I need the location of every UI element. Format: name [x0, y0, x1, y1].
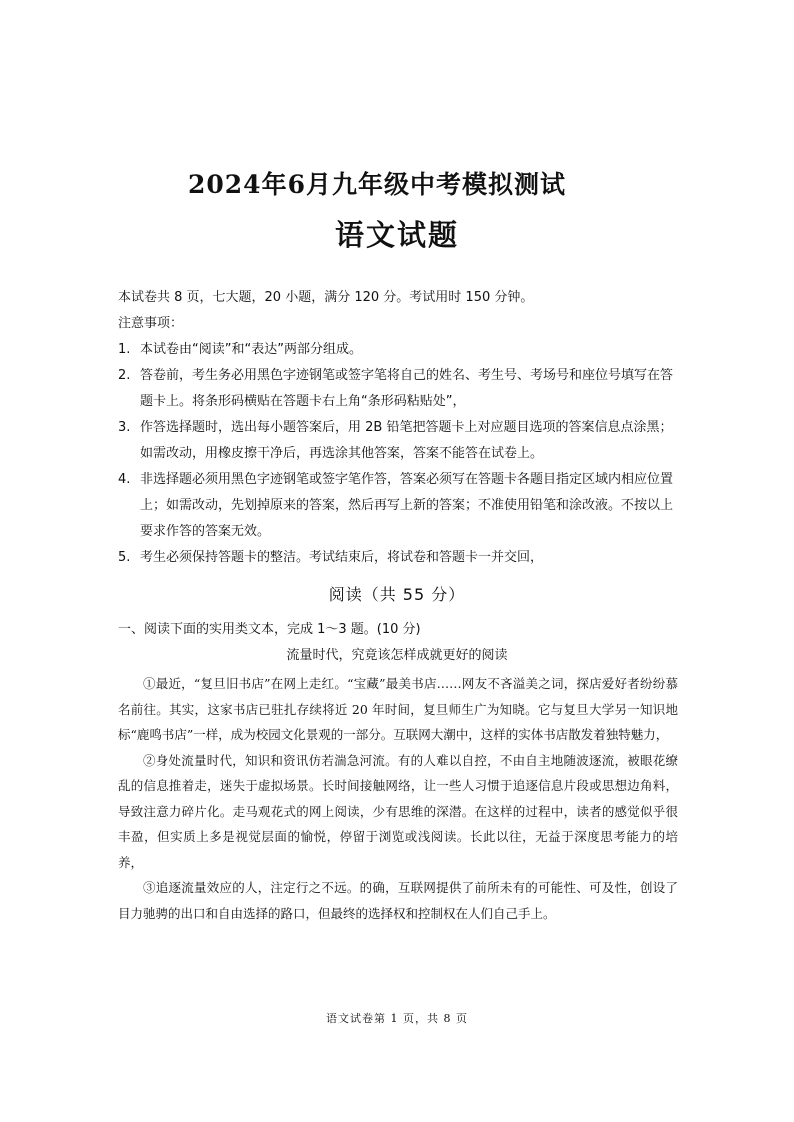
notice-number: 3. [118, 420, 131, 435]
notice-number: 5. [118, 550, 131, 565]
exam-title: 2024年6月九年级中考模拟测试 [188, 170, 566, 199]
exam-subtitle: 语文试题 [334, 218, 459, 252]
notice-label: 注意事项： [118, 316, 184, 331]
notice-item [118, 337, 678, 363]
notice-number: 2. [118, 368, 131, 383]
article-paragraph: ②身处流量时代，知识和资讯仿若湍急河流。有的人难以自控，不由自主地随波逐流，被眼花缭乱的信息推着走，迷失于虚拟场景。长时间接触网络，让一些人习惯于追逐信息片段或思想边角料，导致注意力碎片化。走马观花式的网上阅读，少有思维的深潜。在这样的过程中，读者的感觉似乎很丰盈，但实质上多是视觉层面的愉悦，停留于浏览或浅阅读。长此以往，无益于深度思考能力的培养， [118, 752, 678, 870]
notice-item [118, 415, 678, 467]
notice-item [118, 363, 678, 415]
article-paragraph: ①最近，“复旦旧书店”在网上走红。“宝藏”最美书店……网友不吝溢美之词，探店爱好者纷纷慕名前往。其实，这家书店已驻扎存续将近 20 年时间，复旦师生广为知晓。它与复旦大学另一知识地标“鹿鸣书店”一样，成为校园文化景观的一部分。互联网大潮中，这样的实体书店散发着独特魅力， [118, 676, 678, 742]
notice-text: 非选择题必须用黑色字迹钢笔或签字笔作答，答案必须写在答题卡各题目指定区域内相应位置上；如需改动，先划掉原来的答案，然后再写上新的答案；不准使用铅笔和涂改液。不按以上要求作答的答案无效。 [140, 472, 674, 539]
section-heading: 阅读（共 55 分） [328, 585, 466, 604]
notice-text: 答卷前，考生务必用黑色字迹钢笔或签字笔将自己的姓名、考生号、考场号和座位号填写在答题卡上。将条形码横贴在答题卡右上角“条形码粘贴处”， [140, 368, 674, 409]
article-paragraph: ③追逐流量效应的人，注定行之不远。的确，互联网提供了前所未有的可能性、可及性，创设了目力驰骋的出口和自由选择的路口，但最终的选择权和控制权在人们自己手上。 [118, 880, 678, 921]
notice-item [118, 545, 678, 571]
notice-number: 1. [118, 342, 131, 357]
notice-item [118, 467, 678, 545]
article-body [118, 671, 678, 926]
exam-summary: 本试卷共 8 页，七大题，20 小题，满分 120 分。考试用时 150 分钟。 [118, 290, 534, 305]
article-title: 流量时代，究竟该怎样成就更好的阅读 [286, 648, 508, 663]
notice-text: 作答选择题时，选出每小题答案后，用 2B 铅笔把答题卡上对应题目选项的答案信息点涂黑；如需改动，用橡皮擦干净后，再选涂其他答案，答案不能答在试卷上。 [140, 420, 673, 461]
exam-intro [118, 285, 678, 337]
notice-text: 考生必须保持答题卡的整洁。考试结束后，将试卷和答题卡一并交回， [140, 550, 544, 565]
notice-list [118, 337, 678, 571]
notice-number: 4. [118, 472, 131, 487]
notice-text: 本试卷由“阅读”和“表达”两部分组成。 [140, 342, 362, 357]
page-footer: 语文试卷第 1 页，共 8 页 [326, 1012, 468, 1025]
question-heading: 一、阅读下面的实用类文本，完成 1～3 题。(10 分) [118, 622, 421, 637]
